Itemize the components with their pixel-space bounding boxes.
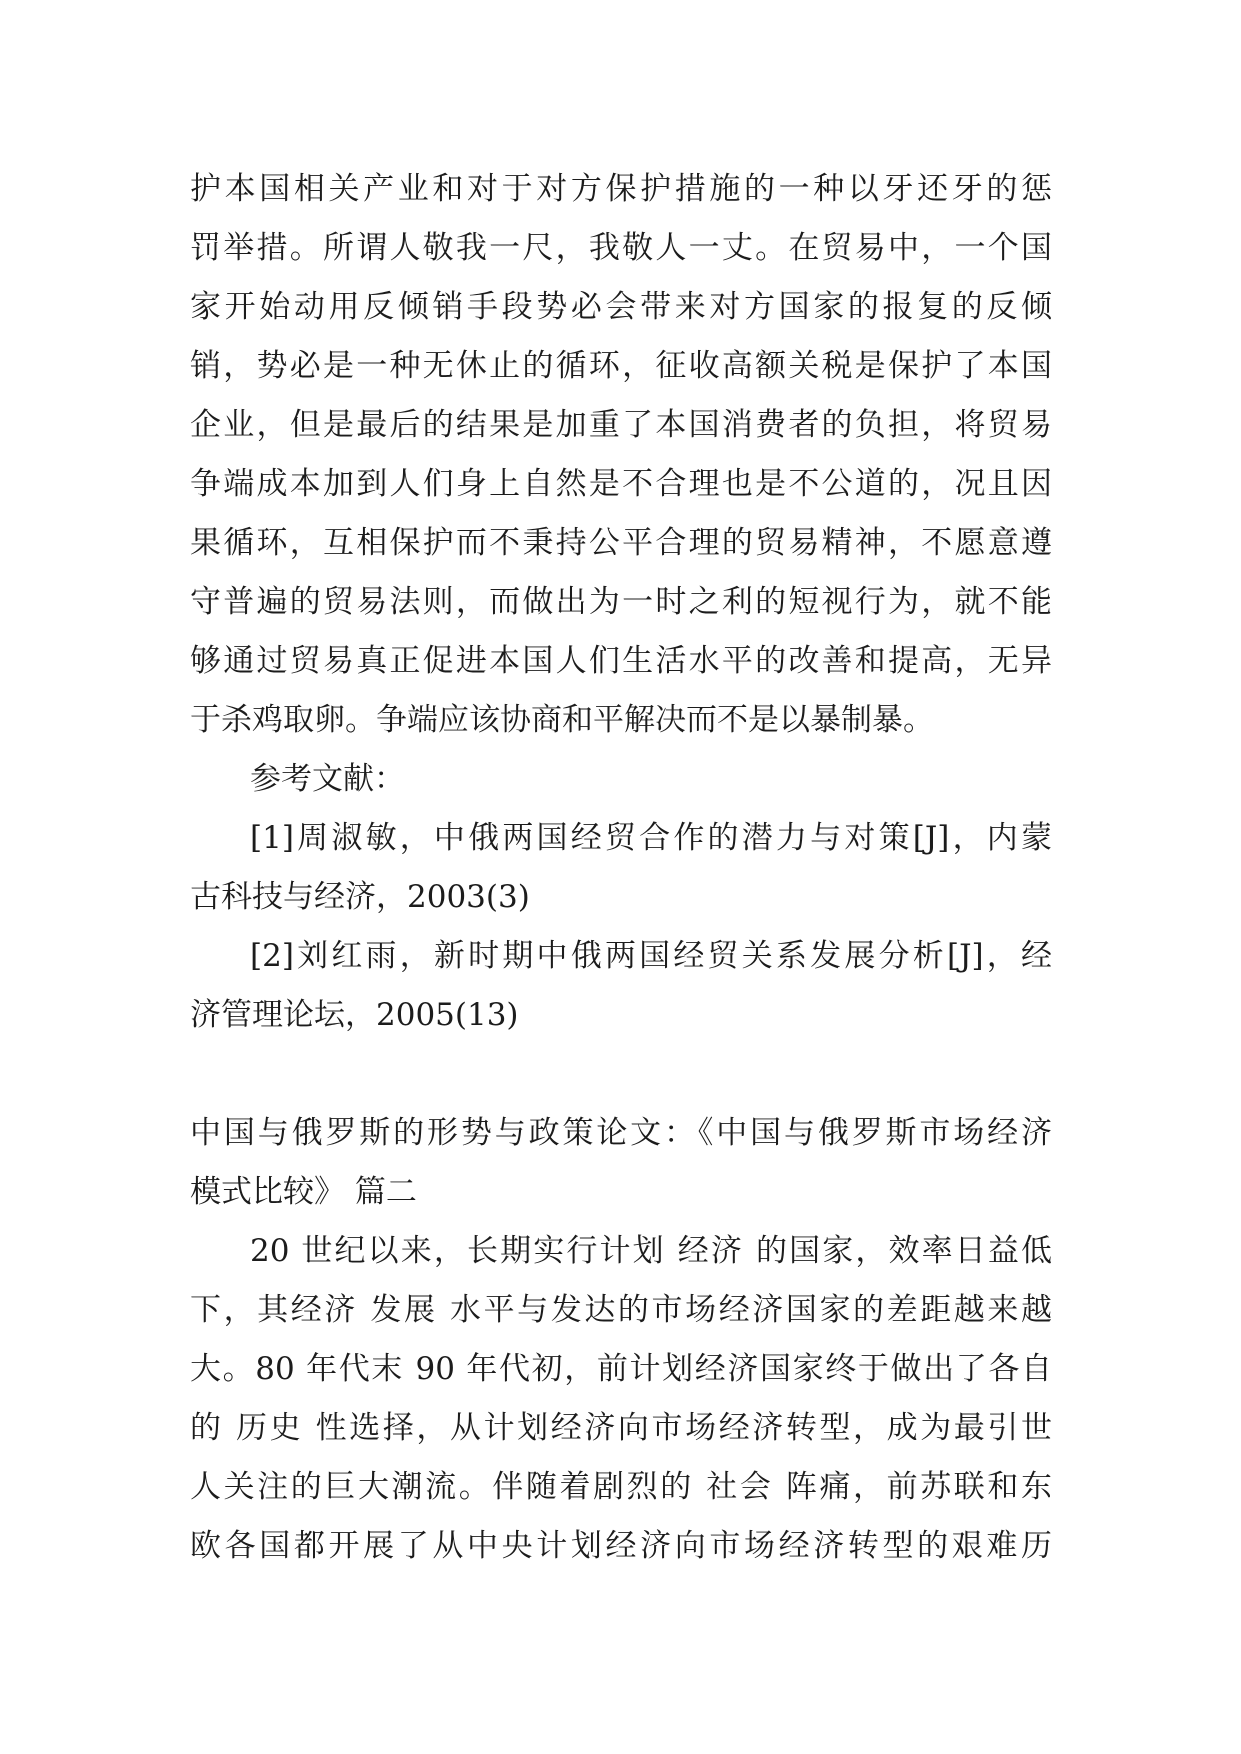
section-body <box>190 1222 1052 1576</box>
body-line: 20 世纪以来，长期实行计划 经济 的国家，效率日益低 <box>250 1233 1052 1269</box>
text-line: 够通过贸易真正促进本国人们生活水平的改善和提高，无异 <box>190 643 1052 679</box>
reference-line: [1]周淑敏，中俄两国经贸合作的潜力与对策[J]，内蒙 <box>250 820 1052 856</box>
text-line: 争端成本加到人们身上自然是不合理也是不公道的，况且因 <box>190 466 1052 502</box>
section-title <box>190 1104 1052 1222</box>
reference-line: 古科技与经济，2003(3) <box>190 879 530 915</box>
body-line: 的 历史 性选择，从计划经济向市场经济转型，成为最引世 <box>190 1410 1052 1446</box>
page-content <box>190 160 1052 1576</box>
reference-line: [2]刘红雨，新时期中俄两国经贸关系发展分析[J]，经 <box>250 938 1052 974</box>
references-section <box>190 750 1052 1045</box>
text-line: 销，势必是一种无休止的循环，征收高额关税是保护了本国 <box>190 348 1052 384</box>
text-line: 企业，但是最后的结果是加重了本国消费者的负担，将贸易 <box>190 407 1052 443</box>
body-line: 大。80 年代末 90 年代初，前计划经济国家终于做出了各自 <box>190 1351 1052 1387</box>
text-line: 护本国相关产业和对于对方保护措施的一种以牙还牙的惩 <box>190 171 1052 207</box>
blank-line <box>190 1045 1052 1104</box>
text-line: 守普遍的贸易法则，而做出为一时之利的短视行为，就不能 <box>190 584 1052 620</box>
text-line: 于杀鸡取卵。争端应该协商和平解决而不是以暴制暴。 <box>190 702 934 738</box>
section-title-line: 中国与俄罗斯的形势与政策论文：《中国与俄罗斯市场经济 <box>190 1115 1052 1151</box>
body-line: 人关注的巨大潮流。伴随着剧烈的 社会 阵痛，前苏联和东 <box>190 1469 1052 1505</box>
text-line: 家开始动用反倾销手段势必会带来对方国家的报复的反倾 <box>190 289 1052 325</box>
body-line: 欧各国都开展了从中央计划经济向市场经济转型的艰难历 <box>190 1528 1052 1564</box>
reference-item <box>190 927 1052 1045</box>
reference-item <box>190 809 1052 927</box>
references-heading: 参考文献： <box>250 761 405 797</box>
body-line: 下，其经济 发展 水平与发达的市场经济国家的差距越来越 <box>190 1292 1052 1328</box>
reference-line: 济管理论坛，2005(13) <box>190 997 519 1033</box>
text-line: 果循环，互相保护而不秉持公平合理的贸易精神，不愿意遵 <box>190 525 1052 561</box>
paragraph <box>190 160 1052 750</box>
section-title-line: 模式比较》 篇二 <box>190 1174 417 1210</box>
text-line: 罚举措。所谓人敬我一尺，我敬人一丈。在贸易中，一个国 <box>190 230 1052 266</box>
